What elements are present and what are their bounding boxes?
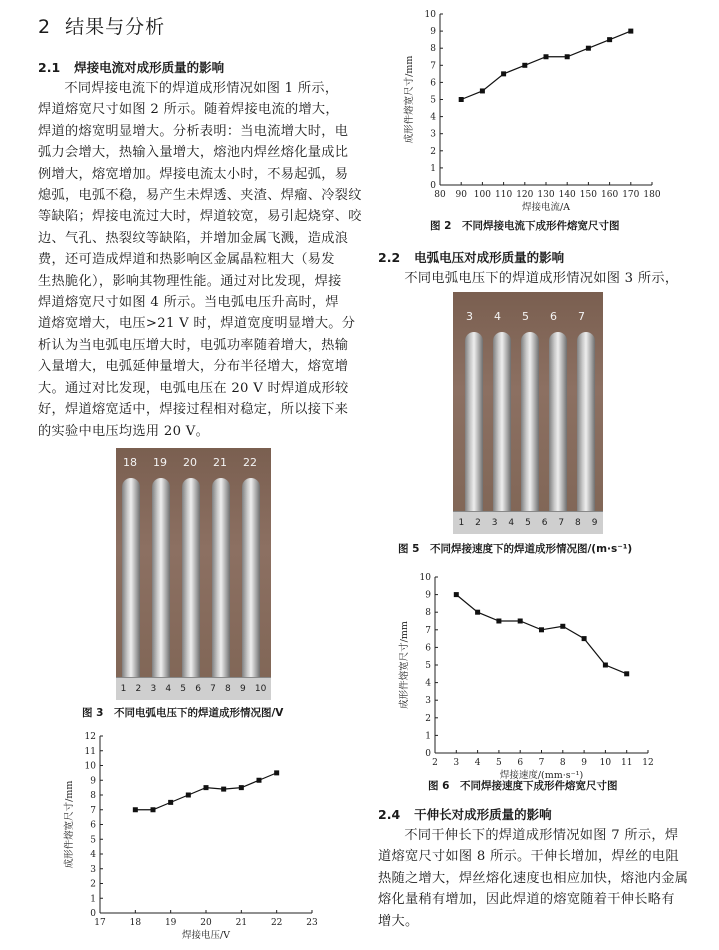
x-tick-label: 23	[306, 918, 318, 928]
y-tick-label: 0	[430, 181, 436, 191]
y-tick-label: 5	[90, 835, 96, 846]
data-point	[475, 610, 480, 615]
weld-bead	[465, 332, 483, 512]
x-tick-label: 130	[537, 190, 555, 200]
bead-label: 22	[243, 456, 257, 469]
data-point	[221, 787, 226, 792]
x-tick-label: 110	[495, 190, 513, 200]
x-tick-label: 7	[538, 758, 545, 768]
text-line: 焊道的熔宽明显增大。分析表明：当电流增大时，电	[38, 123, 349, 139]
data-point	[186, 793, 191, 798]
figure-6-caption: 图 6 不同焊接速度下成形件熔宽尺寸图	[428, 780, 618, 792]
ruler-number: 9	[591, 518, 598, 528]
x-tick-label: 170	[622, 190, 640, 200]
ruler-number: 4	[508, 518, 515, 528]
y-tick-label: 9	[90, 776, 96, 787]
text-line: 熔化量稍有增加，因此焊道的熔宽随着干伸长略有	[378, 892, 675, 908]
x-tick-label: 3	[453, 758, 460, 768]
data-point	[539, 627, 544, 632]
text-line: 大。通过对比发现，电弧电压在 20 V 时焊道成形较	[38, 380, 349, 396]
text-line: 道熔宽增大，电压>21 V 时，焊道宽度明显增大。分	[38, 316, 356, 332]
figure-5-caption: 图 5 不同焊接速度下的焊道成形情况图/(m·s⁻¹)	[398, 543, 633, 555]
body-text-2-4	[378, 825, 688, 932]
ruler-number: 6	[541, 518, 548, 528]
text-line: 析认为当电弧电压增大时，电弧功率随着增大，热输	[38, 337, 349, 353]
y-tick-label: 3	[425, 696, 431, 707]
bead-label: 3	[466, 310, 473, 323]
y-tick-label: 5	[425, 661, 431, 671]
y-tick-label: 1	[90, 894, 96, 905]
weld-bead	[577, 332, 595, 512]
y-tick-label: 3	[430, 129, 436, 140]
y-tick-label: 7	[90, 805, 96, 816]
y-tick-label: 8	[90, 791, 96, 801]
data-point	[204, 785, 209, 790]
bead-label: 7	[578, 310, 585, 323]
bead-label: 19	[153, 456, 167, 469]
weld-bead	[493, 332, 511, 512]
y-tick-label: 2	[425, 713, 431, 724]
x-tick-label: 11	[620, 758, 633, 768]
y-tick-label: 11	[84, 746, 96, 757]
y-tick-label: 9	[430, 27, 436, 38]
figure-2-chart	[398, 0, 698, 215]
subsection-2-2-heading	[378, 248, 564, 266]
ruler-number: 5	[525, 518, 531, 528]
text-line: 不同干伸长下的焊道成形情况如图 7 所示，焊	[404, 828, 679, 843]
body-text-2-2	[378, 268, 688, 289]
y-tick-label: 1	[425, 731, 431, 742]
ruler-number: 7	[210, 684, 216, 694]
scale-ruler	[453, 511, 603, 534]
y-tick-label: 3	[90, 864, 96, 875]
data-point	[151, 807, 156, 812]
text-line: 弧力会增大，热输入量增大，熔池内焊丝熔化量成比	[38, 145, 349, 161]
y-tick-label: 4	[425, 678, 431, 689]
x-tick-label: 5	[496, 758, 502, 768]
data-point	[603, 663, 608, 668]
x-axis-label: 焊接电流/A	[521, 202, 571, 213]
y-axis-label: 成形件熔宽尺寸/mm	[64, 780, 75, 869]
figure-4-chart	[55, 728, 330, 943]
x-tick-label: 90	[455, 190, 467, 200]
y-axis-label: 成形件熔宽尺寸/mm	[404, 55, 415, 144]
y-tick-label: 8	[425, 608, 431, 619]
y-tick-label: 9	[425, 590, 431, 601]
ruler-number: 7	[558, 518, 565, 528]
text-line: 入量增大，电弧延伸量增大，分布半径增大，熔宽增	[38, 359, 349, 375]
y-tick-label: 4	[430, 112, 436, 123]
data-point	[624, 671, 629, 676]
data-point	[518, 619, 523, 624]
data-point	[544, 54, 549, 59]
text-line: 增大。	[378, 913, 419, 929]
bead-label: 18	[123, 456, 137, 469]
subsection-2-4-heading	[378, 805, 552, 823]
bead-label: 4	[494, 310, 501, 323]
x-tick-label: 8	[559, 758, 566, 768]
figure-2-caption: 图 2 不同焊接电流下成形件熔宽尺寸图	[430, 220, 620, 232]
y-tick-label: 6	[430, 78, 436, 89]
section-heading	[38, 12, 165, 39]
x-tick-label: 160	[601, 190, 619, 200]
x-tick-label: 150	[579, 190, 597, 200]
x-axis-label: 焊接电压/V	[181, 930, 231, 941]
data-point	[565, 54, 570, 59]
bead-label: 20	[183, 456, 197, 469]
data-point	[501, 71, 506, 76]
subsection-title: 干伸长对成形质量的影响	[414, 807, 552, 822]
section-title: 结果与分析	[65, 16, 166, 38]
subsection-number: 2.2	[378, 250, 401, 265]
ruler-number: 2	[475, 518, 481, 528]
data-point	[274, 770, 279, 775]
text-line: 生热脆化），影响其物理性能。通过对比发现，焊接	[38, 273, 342, 289]
x-tick-label: 6	[517, 758, 524, 768]
y-tick-label: 7	[430, 61, 436, 72]
text-line: 等缺陷；焊接电流过大时，焊道较宽，易引起烧穿、咬	[38, 209, 362, 225]
body-text-left	[38, 78, 362, 442]
y-tick-label: 8	[430, 44, 436, 55]
text-line: 的实验中电压均选用 20 V。	[38, 423, 210, 439]
x-tick-label: 21	[235, 918, 248, 928]
y-tick-label: 10	[424, 10, 436, 20]
text-line: 焊道熔宽尺寸如图 2 所示。随着焊接电流的增大，	[38, 102, 339, 118]
text-line: 好，焊道熔宽适中，焊接过程相对稳定，所以接下来	[38, 402, 349, 418]
data-point	[257, 778, 262, 783]
data-point	[582, 636, 587, 641]
weld-bead	[152, 478, 170, 678]
x-tick-label: 80	[434, 190, 446, 200]
series-line	[461, 31, 631, 99]
ruler-number: 4	[165, 684, 172, 694]
subsection-number: 2.4	[378, 807, 401, 822]
data-point	[239, 785, 244, 790]
bead-label: 6	[550, 310, 557, 323]
subsection-number: 2.1	[38, 60, 61, 75]
ruler-number: 10	[254, 684, 267, 694]
x-tick-label: 100	[473, 190, 491, 200]
weld-bead	[212, 478, 230, 678]
figure-6-chart	[398, 565, 698, 780]
text-line: 不同电弧电压下的焊道成形情况如图 3 所示，	[404, 271, 679, 286]
text-line: 道熔宽尺寸如图 8 所示。干伸长增加，焊丝的电阻	[378, 849, 679, 865]
y-tick-label: 6	[90, 820, 96, 831]
x-tick-label: 120	[516, 190, 534, 200]
x-tick-label: 12	[642, 758, 654, 768]
data-point	[459, 97, 464, 102]
weld-bead	[182, 478, 200, 678]
scale-ruler	[116, 677, 271, 700]
text-line: 热随之增大，焊丝熔化速度也相应加快，熔池内金属	[378, 870, 689, 886]
y-tick-label: 4	[90, 850, 96, 860]
weld-bead	[521, 332, 539, 512]
ruler-number: 3	[150, 684, 157, 694]
data-point	[586, 46, 591, 51]
x-tick-label: 19	[164, 918, 177, 928]
subsection-title: 焊接电流对成形质量的影响	[74, 60, 225, 75]
x-tick-label: 20	[200, 918, 212, 928]
data-point	[607, 37, 612, 42]
ruler-number: 8	[575, 518, 581, 528]
ruler-number: 1	[120, 684, 127, 694]
y-tick-label: 0	[90, 909, 96, 919]
y-tick-label: 0	[425, 749, 431, 759]
x-tick-label: 2	[432, 758, 438, 768]
y-tick-label: 5	[430, 95, 436, 106]
x-tick-label: 9	[581, 758, 587, 768]
text-line: 例增大，熔宽增加。焊接电流太小时，不易起弧，易	[38, 166, 349, 182]
text-line: 边、气孔、热裂纹等缺陷，并增加金属飞溅，造成浪	[38, 230, 349, 246]
subsection-title: 电弧电压对成形质量的影响	[414, 250, 565, 265]
data-point	[522, 63, 527, 68]
y-tick-label: 6	[425, 643, 431, 654]
text-line: 焊道熔宽尺寸如图 4 所示。当电弧电压升高时，焊	[38, 295, 339, 311]
bead-label: 5	[522, 310, 529, 323]
figure-3-caption: 图 3 不同电弧电压下的焊道成形情况图/V	[82, 707, 284, 719]
y-tick-label: 10	[84, 761, 96, 772]
weld-bead	[549, 332, 567, 512]
x-tick-label: 18	[129, 918, 142, 928]
data-point	[560, 624, 565, 629]
ruler-number: 1	[458, 518, 465, 528]
series-line	[135, 773, 276, 810]
figure-3-photo	[116, 448, 271, 700]
y-tick-label: 2	[430, 146, 436, 157]
y-tick-label: 10	[419, 573, 431, 583]
bead-label: 21	[213, 456, 227, 469]
x-tick-label: 180	[643, 190, 661, 200]
x-tick-label: 10	[599, 758, 612, 768]
data-point	[168, 800, 173, 805]
ruler-number: 2	[135, 684, 142, 694]
y-tick-label: 2	[90, 879, 96, 890]
data-point	[133, 807, 138, 812]
figure-5-photo	[453, 292, 603, 534]
ruler-number: 3	[491, 518, 498, 528]
data-point	[454, 592, 459, 597]
section-number: 2	[38, 16, 52, 38]
text-line: 不同焊接电流下的焊道成形情况如图 1 所示，	[64, 81, 339, 96]
data-point	[496, 619, 501, 624]
text-line: 费，还可造成焊道和热影响区金属晶粒粗大（易发	[38, 252, 335, 268]
x-axis-label: 焊接速度/(mm·s⁻¹)	[499, 770, 584, 780]
y-tick-label: 1	[430, 163, 436, 174]
ruler-number: 6	[195, 684, 201, 694]
y-tick-label: 7	[425, 625, 431, 636]
ruler-number: 5	[180, 684, 187, 694]
x-tick-label: 17	[94, 918, 106, 928]
ruler-number: 9	[239, 684, 246, 694]
ruler-number: 8	[225, 684, 231, 694]
y-tick-label: 12	[84, 732, 96, 742]
series-line	[456, 595, 626, 674]
weld-bead	[122, 478, 140, 678]
text-line: 熄弧，电弧不稳，易产生未焊透、夹渣、焊瘤、冷裂纹	[38, 188, 362, 204]
y-axis-label: 成形件熔宽尺寸/mm	[399, 621, 410, 709]
x-tick-label: 4	[474, 758, 481, 768]
x-tick-label: 140	[558, 190, 576, 200]
x-tick-label: 22	[270, 918, 283, 928]
data-point	[628, 29, 633, 34]
data-point	[480, 88, 485, 93]
weld-bead	[242, 478, 260, 678]
subsection-2-1-heading	[38, 58, 224, 76]
